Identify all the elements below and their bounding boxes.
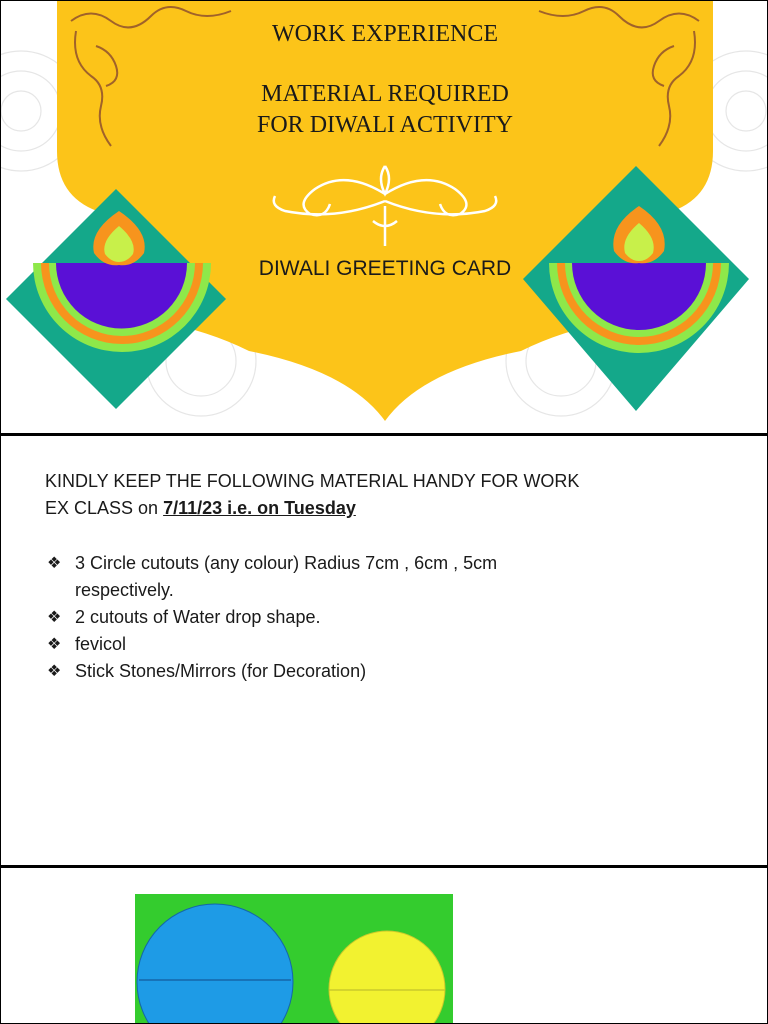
material-list-slide [0,434,768,866]
class-date: 7/11/23 i.e. on Tuesday [163,498,356,518]
heading-work-experience: WORK EXPERIENCE [272,21,498,47]
item-line: fevicol [75,634,127,654]
card-title: DIWALI GREETING CARD [258,257,512,280]
item-line: 3 Circle cutouts (any colour) Radius 7cm , 6cm , 5cm [75,553,498,573]
intro-notice [45,468,725,522]
title-slide [0,0,768,434]
materials-list [47,550,647,685]
heading-line-a: MATERIAL REQUIRED [261,81,509,107]
item-line: Stick Stones/Mirrors (for Decoration) [75,661,367,681]
heading-material-required [1,79,768,141]
bullet-diamond-icon: ❖ [47,663,62,680]
intro-prefix: EX CLASS on [45,498,164,518]
list-item [47,658,647,685]
circle-cutouts-photo [135,894,453,1024]
intro-line-2 [45,495,725,522]
intro-line-1: KINDLY KEEP THE FOLLOWING MATERIAL HANDY FOR WORK [45,471,580,491]
yellow-circle-cutout [329,931,445,1024]
slide-background [1,1,768,434]
list-item [47,631,647,658]
blue-circle-cutout [137,904,293,1024]
bullet-diamond-icon: ❖ [47,609,62,626]
item-line: 2 cutouts of Water drop shape. [75,607,321,627]
bullet-diamond-icon: ❖ [47,636,62,653]
photo-slide [0,866,768,1024]
circle-cutouts-drawing [135,894,453,1024]
heading-line-b: FOR DIWALI ACTIVITY [257,112,513,138]
bullet-diamond-icon: ❖ [47,555,62,572]
list-item [47,550,647,604]
item-line-cont: respectively. [75,580,174,600]
list-item [47,604,647,631]
